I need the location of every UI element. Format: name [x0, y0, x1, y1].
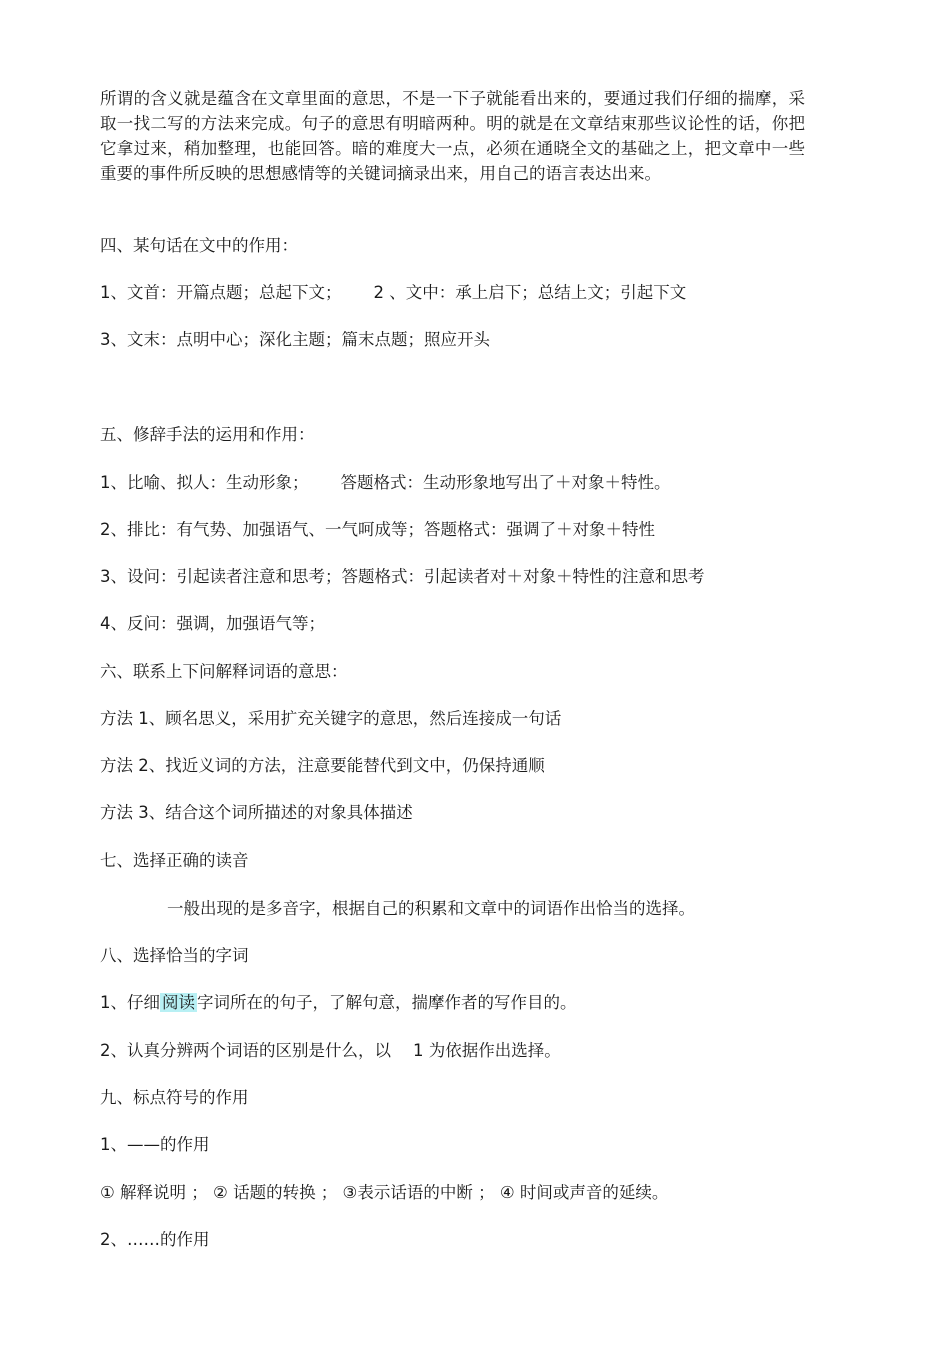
section-4-item-1-part-b: 2 、文中：承上启下；总结上文；引起下文 — [373, 283, 687, 302]
section-5-item-1-part-b: 答题格式：生动形象地写出了＋对象＋特性。 — [340, 473, 671, 492]
section-8-item-1-pre: 1、仔细 — [100, 993, 160, 1012]
section-6-method-2: 方法 2、找近义词的方法，注意要能替代到文中，仍保持通顺 — [100, 756, 545, 775]
intro-paragraph: 所谓的含义就是蕴含在文章里面的意思，不是一下子就能看出来的，要通过我们仔细的揣摩，采取一找二写的方法来完成。句子的意思有明暗两种。明的就是在文章结束那些议论性的话，你把它拿过来，稍加整理，也能回答。暗的难度大一点，必须在通晓全文的基础之上，把文章中一些重要的事件所反映的思想感情等的关键词摘录出来，用自己的语言表达出来。 — [100, 89, 805, 183]
section-4-heading: 四、某句话在文中的作用： — [100, 236, 298, 255]
section-6-method-1: 方法 1、顾名思义，采用扩充关键字的意思，然后连接成一句话 — [100, 709, 562, 728]
section-7-heading: 七、选择正确的读音 — [100, 851, 249, 870]
section-8-item-2-pre: 2、认真分辨两个词语的区别是什么，以 — [100, 1041, 391, 1060]
section-5-item-4: 4、反问：强调，加强语气等； — [100, 614, 325, 633]
section-5-item-2: 2、排比：有气势、加强语气、一气呵成等；答题格式：强调了＋对象＋特性 — [100, 520, 655, 539]
section-9-item-1: 1、——的作用 — [100, 1135, 210, 1154]
section-8-item-2-post: 1 为依据作出选择。 — [413, 1041, 561, 1060]
section-4-item-1-part-a: 1、文首：开篇点题；总起下文； — [100, 283, 342, 302]
section-8-item-1 — [100, 991, 577, 1015]
section-9-item-2: 2、……的作用 — [100, 1230, 210, 1249]
section-9-item-1-detail: ① 解释说明 ； ② 话题的转换 ； ③表示话语的中断 ； ④ 时间或声音的延续。 — [100, 1183, 669, 1202]
section-8-heading: 八、选择恰当的字词 — [100, 946, 249, 965]
section-6-method-3: 方法 3、结合这个词所描述的对象具体描述 — [100, 803, 413, 822]
section-4-item-3: 3、文末：点明中心；深化主题；篇末点题；照应开头 — [100, 330, 490, 349]
section-5-item-3: 3、设问：引起读者注意和思考；答题格式：引起读者对＋对象＋特性的注意和思考 — [100, 567, 705, 586]
section-4-item-1 — [100, 281, 686, 305]
section-7-text: 一般出现的是多音字，根据自己的积累和文章中的词语作出恰当的选择。 — [167, 899, 695, 918]
section-8-item-2 — [100, 1039, 561, 1063]
section-5-item-1-part-a: 1、比喻、拟人：生动形象； — [100, 473, 309, 492]
section-5-heading: 五、修辞手法的运用和作用： — [100, 425, 315, 444]
section-5-item-1 — [100, 471, 671, 495]
section-6-heading: 六、联系上下问解释词语的意思： — [100, 662, 348, 681]
section-9-heading: 九、标点符号的作用 — [100, 1088, 249, 1107]
section-8-item-1-post: 字词所在的句子，了解句意，揣摩作者的写作目的。 — [197, 993, 577, 1012]
highlighted-word: 阅读 — [162, 993, 195, 1012]
